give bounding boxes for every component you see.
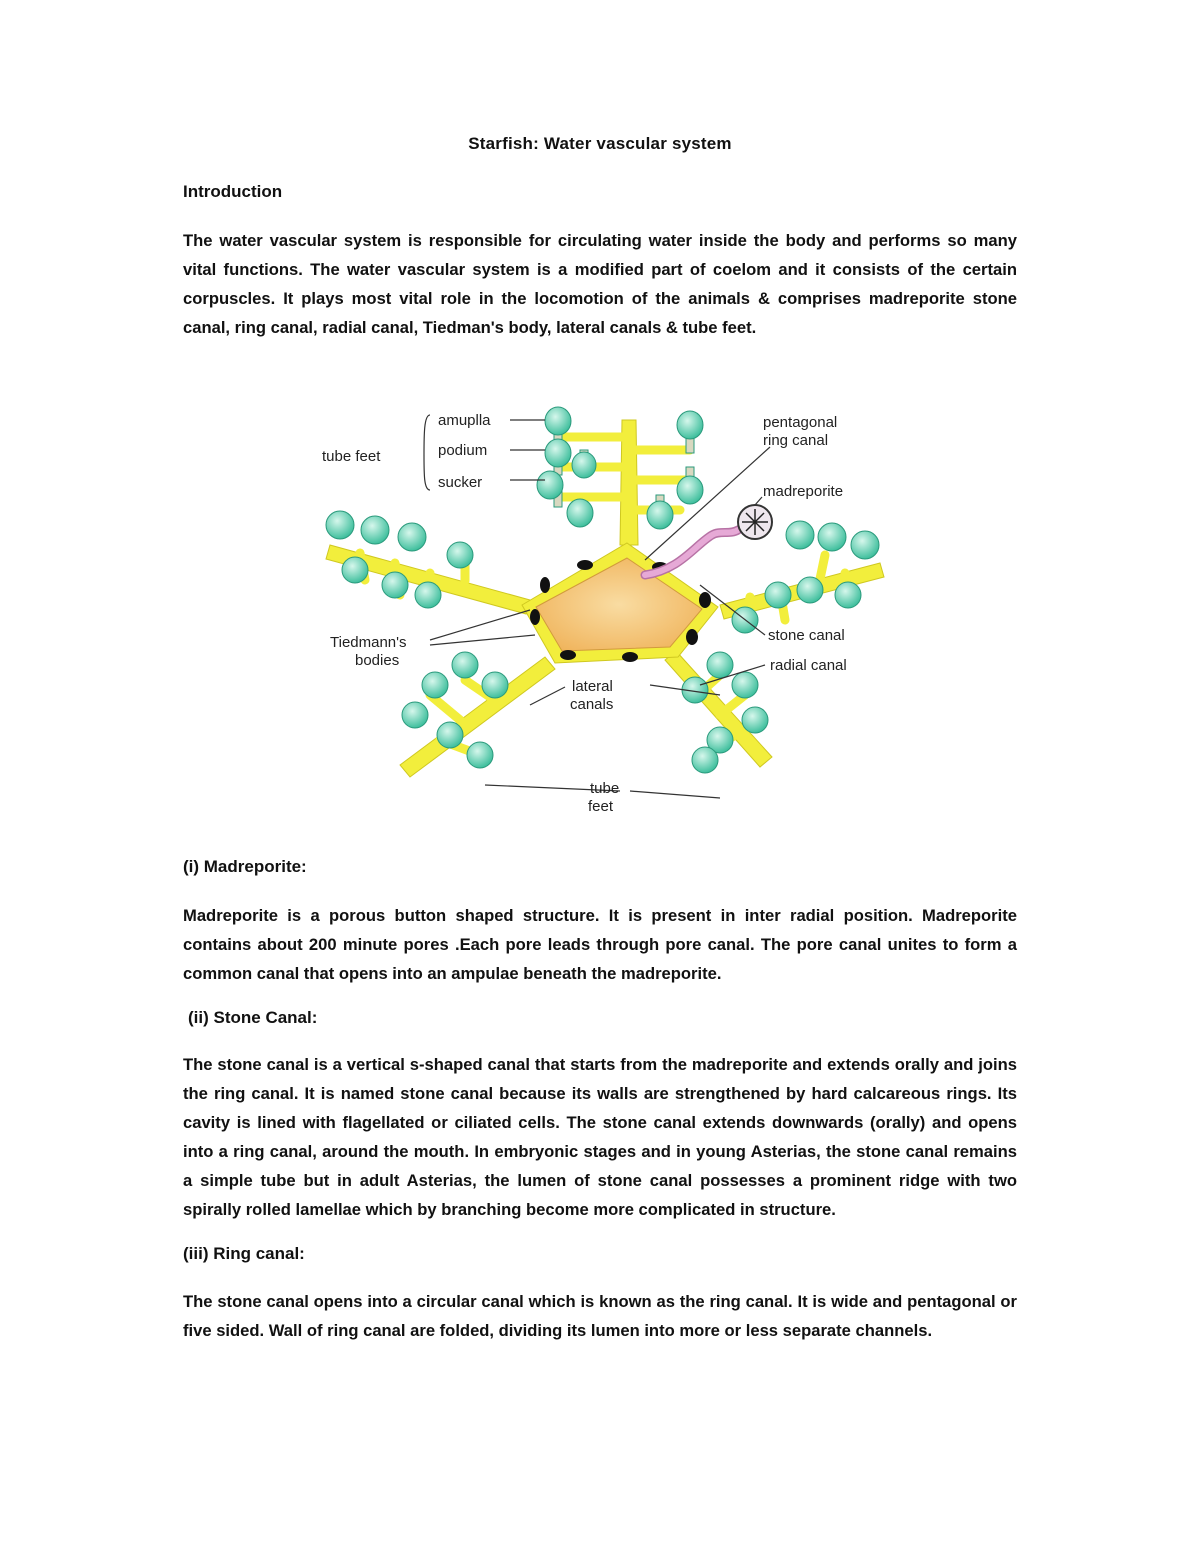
section-stone-canal-text: The stone canal is a vertical s-shaped canal that starts from the madreporite and extends orally and joins the ring canal. It is named stone canal because its walls are strengthened by hard calcareous rings. Its cavity is lined with flagellated or ciliated cells. The stone canal extends downwards (orally) and opens into a ring canal, around the mouth. In embryonic stages and in young Asterias, the stone canal remains a simple tube but in adult Asterias, the lumen of stone canal possesses a prominent ridge with two spirally rolled lamellae which by branching become more complicated in structure. <box>183 1055 1017 1219</box>
section-madreporite-heading: (i) Madreporite: <box>183 857 307 876</box>
label-madreporite: madreporite <box>763 483 844 500</box>
label-bodies: bodies <box>355 652 400 669</box>
water-vascular-diagram <box>300 395 900 825</box>
label-tiedmann: Tiedmann's <box>330 634 407 651</box>
label-ampulla: amuplla <box>438 412 491 429</box>
intro-heading: Introduction <box>183 182 283 201</box>
label-pentagonal: pentagonal <box>763 414 838 431</box>
stone-canal <box>645 530 738 575</box>
ring-canal <box>522 543 718 663</box>
madreporite-plate <box>738 505 772 539</box>
section-madreporite-text: Madreporite is a porous button shaped structure. It is present in inter radial position. Madreporite contains about 200 minute pores .Each pore leads through pore canal. The pore canal unites to form a common canal that opens into an ampulae beneath the madreporite. <box>183 906 1017 983</box>
label-podium: podium <box>438 442 488 459</box>
label-stone-canal: stone canal <box>768 627 845 644</box>
intro-paragraph: The water vascular system is responsible for circulating water inside the body and performs so many vital functions. The water vascular system is a modified part of coelom and it consists of the certain corpuscles. It plays most vital role in the locomotion of the animals & comprises madreporite stone canal, ring canal, radial canal, Tiedman's body, lateral canals & tube feet. <box>183 231 1017 337</box>
section-stone-canal-heading: (ii) Stone Canal: <box>188 1008 318 1027</box>
label-ring-canal: ring canal <box>763 432 829 449</box>
page-title: Starfish: Water vascular system <box>468 134 732 153</box>
label-tube: tube <box>590 780 620 797</box>
label-sucker: sucker <box>438 474 483 491</box>
label-lateral: lateral <box>572 678 613 695</box>
section-ring-canal-heading: (iii) Ring canal: <box>183 1244 305 1263</box>
section-ring-canal-text: The stone canal opens into a circular canal which is known as the ring canal. It is wide and pentagonal or five sided. Wall of ring canal are folded, dividing its lumen into more or less separate channels. <box>183 1292 1017 1340</box>
label-tube-feet-group: tube feet <box>322 448 381 465</box>
label-canals: canals <box>570 696 614 713</box>
label-radial-canal: radial canal <box>770 657 847 674</box>
label-feet: feet <box>588 798 614 815</box>
